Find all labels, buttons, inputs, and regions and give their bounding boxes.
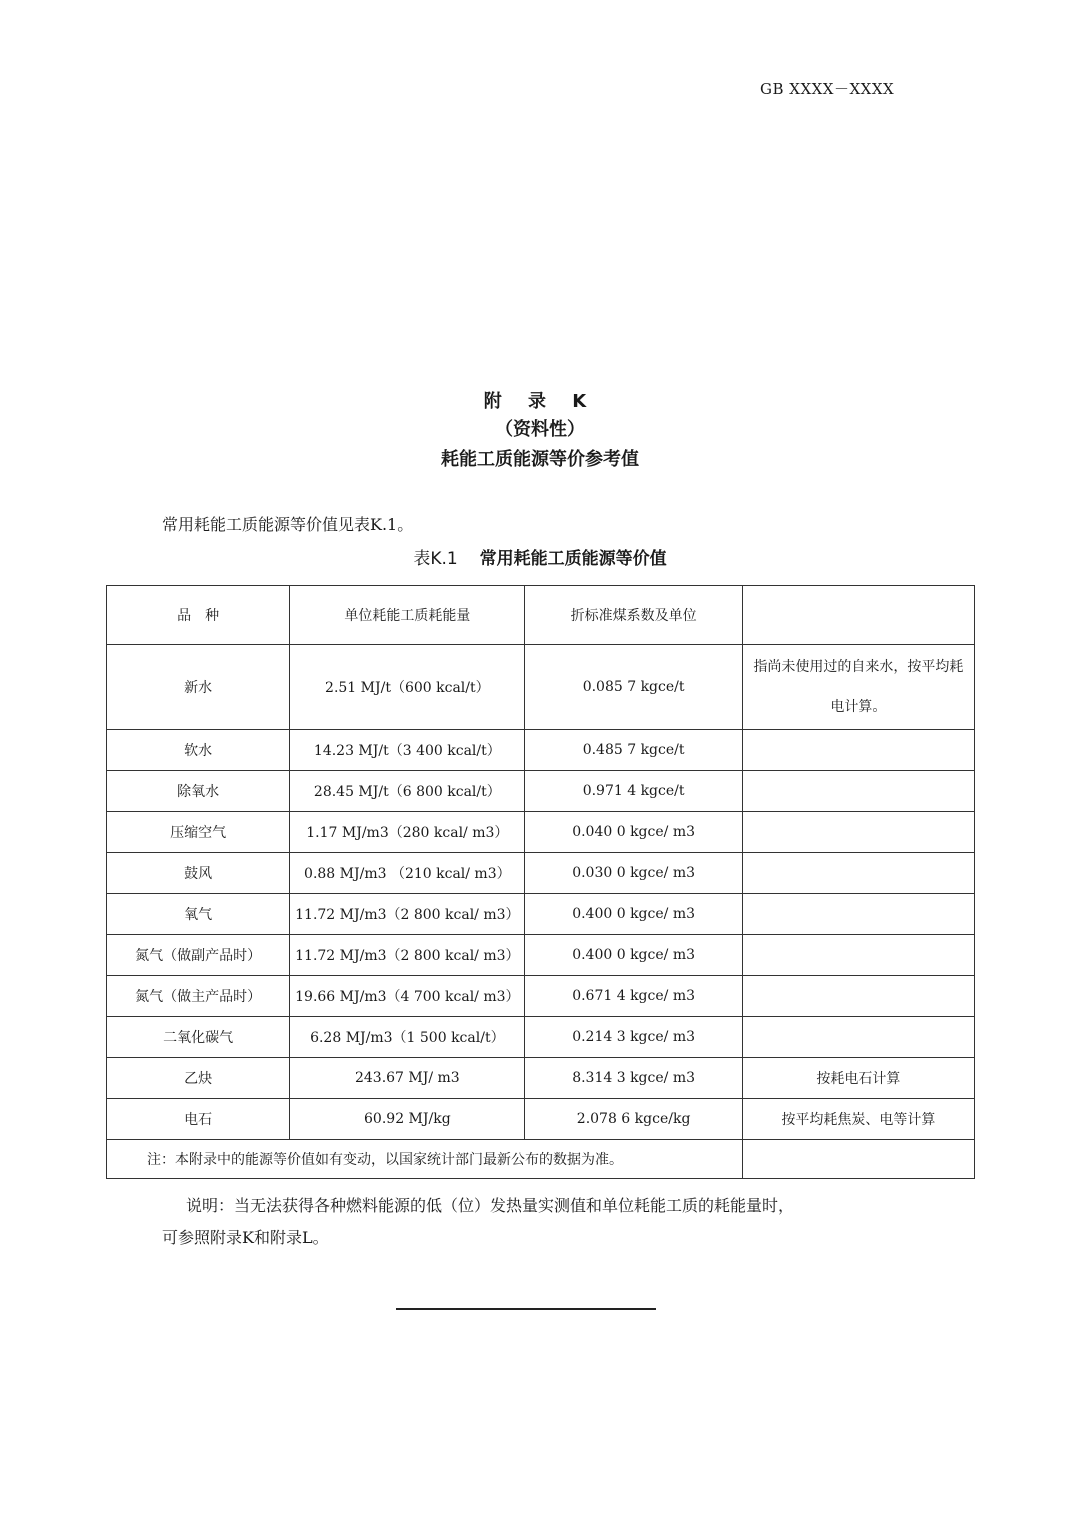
table-caption-title: 常用耗能工质能源等价值 (479, 549, 667, 569)
table-row (107, 894, 975, 935)
item-name: 电石 (107, 1099, 290, 1140)
item-name: 新水 (107, 645, 290, 730)
table-note-empty-cell (742, 1140, 974, 1179)
item-coefficient: 0.214 3 kgce/ m3 (525, 1017, 742, 1058)
item-name: 氮气（做主产品时） (107, 976, 290, 1017)
table-row (107, 645, 975, 730)
appendix-subtitle: 耗能工质能源等价参考值 (441, 449, 639, 470)
item-remark (742, 935, 974, 976)
header-cell: 单位耗能工质耗能量 (290, 586, 525, 645)
intro-paragraph: 常用耗能工质能源等价值见表K.1。 (162, 515, 414, 534)
table-row (107, 1058, 975, 1099)
item-energy: 2.51 MJ/t（600 kcal/t） (290, 645, 525, 730)
item-coefficient: 0.671 4 kgce/ m3 (525, 976, 742, 1017)
item-coefficient: 0.485 7 kgce/t (525, 730, 742, 771)
item-remark (742, 976, 974, 1017)
end-divider (396, 1308, 656, 1310)
item-name: 除氧水 (107, 771, 290, 812)
explanation-line-1: 说明：当无法获得各种燃料能源的低（位）发热量实测值和单位耗能工质的耗能量时， (186, 1196, 795, 1215)
document-code: GB XXXX－XXXX (760, 80, 895, 98)
header-cell: 折标准煤系数及单位 (525, 586, 742, 645)
item-coefficient: 8.314 3 kgce/ m3 (525, 1058, 742, 1099)
item-remark (742, 853, 974, 894)
table-header-row (107, 586, 975, 645)
item-coefficient: 0.030 0 kgce/ m3 (525, 853, 742, 894)
table-note: 注：本附录中的能源等价值如有变动，以国家统计部门最新公布的数据为准。 (107, 1140, 743, 1179)
table-row (107, 771, 975, 812)
item-name: 鼓风 (107, 853, 290, 894)
item-name: 软水 (107, 730, 290, 771)
item-coefficient: 0.085 7 kgce/t (525, 645, 742, 730)
item-energy: 19.66 MJ/m3（4 700 kcal/ m3） (290, 976, 525, 1017)
table-row (107, 812, 975, 853)
item-energy: 243.67 MJ/ m3 (290, 1058, 525, 1099)
item-name: 乙炔 (107, 1058, 290, 1099)
item-energy: 11.72 MJ/m3（2 800 kcal/ m3） (290, 935, 525, 976)
item-energy: 0.88 MJ/m3 （210 kcal/ m3） (290, 853, 525, 894)
table-caption-number: 表K.1 (413, 549, 458, 569)
item-coefficient: 0.971 4 kgce/t (525, 771, 742, 812)
item-remark (742, 730, 974, 771)
header-cell (742, 586, 974, 645)
item-remark: 指尚未使用过的自来水，按平均耗电计算。 (742, 645, 974, 730)
energy-equivalent-table (106, 585, 975, 1179)
item-name: 压缩空气 (107, 812, 290, 853)
item-coefficient: 0.400 0 kgce/ m3 (525, 935, 742, 976)
table-row (107, 1099, 975, 1140)
item-energy: 28.45 MJ/t（6 800 kcal/t） (290, 771, 525, 812)
item-energy: 1.17 MJ/m3（280 kcal/ m3） (290, 812, 525, 853)
header-cell: 品 种 (107, 586, 290, 645)
explanation-line-2: 可参照附录K和附录L。 (162, 1228, 329, 1247)
item-name: 二氧化碳气 (107, 1017, 290, 1058)
item-coefficient: 0.400 0 kgce/ m3 (525, 894, 742, 935)
item-remark (742, 771, 974, 812)
table-row (107, 935, 975, 976)
explanation-paragraph (162, 1190, 946, 1254)
item-energy: 60.92 MJ/kg (290, 1099, 525, 1140)
table-caption (0, 544, 1080, 569)
table-row (107, 1017, 975, 1058)
item-energy: 6.28 MJ/m3（1 500 kcal/t） (290, 1017, 525, 1058)
appendix-heading (0, 388, 1080, 476)
item-remark: 按平均耗焦炭、电等计算 (742, 1099, 974, 1140)
item-remark (742, 894, 974, 935)
item-coefficient: 0.040 0 kgce/ m3 (525, 812, 742, 853)
appendix-type: （资料性） (495, 419, 585, 440)
item-energy: 11.72 MJ/m3（2 800 kcal/ m3） (290, 894, 525, 935)
item-energy: 14.23 MJ/t（3 400 kcal/t） (290, 730, 525, 771)
item-name: 氧气 (107, 894, 290, 935)
item-remark (742, 812, 974, 853)
table-row (107, 730, 975, 771)
table-row (107, 853, 975, 894)
table-note-row (107, 1140, 975, 1179)
item-name: 氮气（做副产品时） (107, 935, 290, 976)
item-coefficient: 2.078 6 kgce/kg (525, 1099, 742, 1140)
table-row (107, 976, 975, 1017)
item-remark: 按耗电石计算 (742, 1058, 974, 1099)
item-remark (742, 1017, 974, 1058)
appendix-title: 附 录 K (483, 391, 597, 412)
